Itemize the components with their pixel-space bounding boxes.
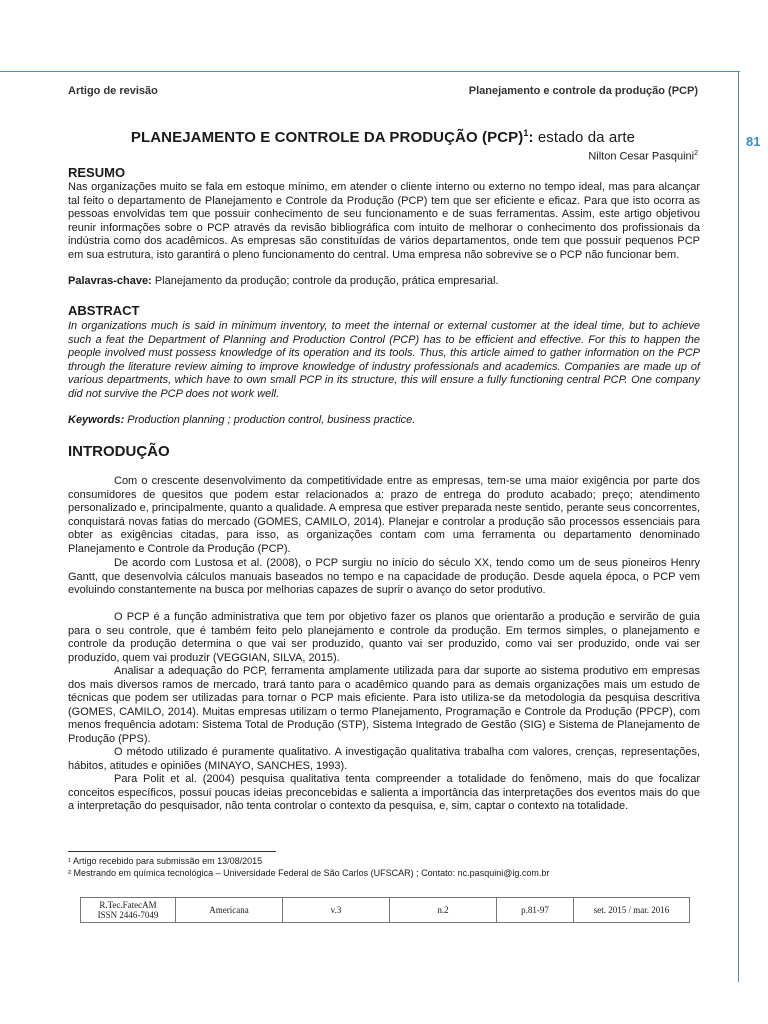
citation-row bbox=[81, 898, 690, 923]
citation-journal: R.Tec.FatecAM bbox=[99, 900, 157, 910]
resumo-keywords-text: Planejamento da produção; controle da produção, prática empresarial. bbox=[151, 275, 499, 287]
citation-pages: p.81-97 bbox=[497, 898, 574, 923]
intro-paragraph: O método utilizado é puramente qualitativo. A investigação qualitativa trabalha com valores, crenças, representações, hábitos, atitudes e opiniões (MINAYO, SANCHES, 1993). bbox=[68, 746, 700, 772]
citation-city: Americana bbox=[176, 898, 283, 923]
intro-paragraph: Analisar a adequação do PCP, ferramenta amplamente utilizada para dar suporte ao sistema produtivo em empresas dos mais diversos ramos de mercado, trará tanto para o acadêmico quando para as demais organizações mais um estudo de técnicas que podem ser utilizadas para tornar o PCP mais eficiente. Para isto utiliza-se da metodologia da pesquisa descritiva (GOMES, CAMILO, 2014). Muitas empresas utilizam o termo Planejamento, Programação e Controle da Produção (PPCP), com menos frequência adotam: Sistema Total de Produção (STP), Sistema Integrado de Gestão (SIG) e Sistema de Planejamento de Produção (PPS). bbox=[68, 665, 700, 745]
footnote-separator bbox=[68, 851, 276, 852]
citation-date: set. 2015 / mar. 2016 bbox=[574, 898, 690, 923]
abstract-keywords-text: Production planning ; production control, business practice. bbox=[124, 414, 416, 426]
resumo-keywords bbox=[68, 275, 700, 289]
citation-volume: v.3 bbox=[283, 898, 390, 923]
citation-issn: ISSN 2446-7049 bbox=[97, 910, 159, 920]
resumo-heading: RESUMO bbox=[68, 165, 126, 180]
abstract-keywords-label: Keywords: bbox=[68, 414, 125, 426]
author-name: Nilton Cesar Pasquini bbox=[588, 150, 695, 163]
title-subtitle: estado da arte bbox=[533, 129, 636, 146]
running-header-right: Planejamento e controle da produção (PCP) bbox=[468, 85, 698, 97]
abstract-keywords bbox=[68, 414, 700, 428]
intro-heading: INTRODUÇÃO bbox=[68, 443, 170, 460]
intro-paragraph: Com o crescente desenvolvimento da competitividade entre as empresas, tem-se uma maior exigência por parte dos consumidores de quesitos que podem estar relacionados a: prazo de entrega do produto acabado; preço; atendimento personalizado e, principalmente, quanto a qualidade. A empresa que estiver preparada neste sentido, perante seus concorrentes, conquistará novas fatias do mercado (GOMES, CAMILO, 2014). Planejar e controlar a produção são processos essenciais para obter as exigências citadas, para isso, as organizações contam com uma ferramenta ou departamento denominado Planejamento e Controle da Produção (PCP). bbox=[68, 475, 700, 555]
running-header-left: Artigo de revisão bbox=[68, 85, 158, 97]
title-footnote-mark[interactable]: 1 bbox=[523, 128, 529, 138]
frame-top-line bbox=[0, 71, 740, 72]
citation-table bbox=[80, 897, 690, 923]
frame-right-line bbox=[738, 71, 739, 982]
author-footnote-mark[interactable]: 2 bbox=[694, 150, 698, 157]
paper-title bbox=[68, 128, 698, 146]
footnote-2: ² Mestrando em química tecnológica – Universidade Federal de São Carlos (UFSCAR) ; Contato: nc.pasquini@ig.com.br bbox=[68, 868, 550, 878]
citation-journal-cell bbox=[81, 898, 176, 923]
footnote-1: ¹ Artigo recebido para submissão em 13/08/2015 bbox=[68, 856, 263, 866]
intro-paragraph: Para Polit et al. (2004) pesquisa qualitativa tenta compreender a totalidade do fenômeno, mais do que focalizar conceitos específicos, possui poucas ideias preconcebidas e salienta a importância das interpretações dos eventos mais do que a interpretação do pesquisador, não tenta controlar o contexto da pesquisa, e, sim, captar o contexto na totalidade. bbox=[68, 773, 700, 812]
intro-paragraph: O PCP é a função administrativa que tem por objetivo fazer os planos que orientarão a produção e servirão de guia para o seu controle, que é também feito pelo planejamento e controle da produção. Em termos simples, o planejamento e controle da produção determina o que vai ser produzido, quanto vai ser produzido, como vai ser produzido, onde vai ser produzido, quem vai produzir (VEGGIAN, SILVA, 2015). bbox=[68, 611, 700, 664]
citation-number: n.2 bbox=[390, 898, 497, 923]
resumo-text: Nas organizações muito se fala em estoque mínimo, em atender o cliente interno ou externo no tempo ideal, mas para alcançar tal feito o departamento de Planejamento e Controle da Produção (PCP) tem que ser eficiente e eficaz. Para que isto ocorra as pessoas envolvidas tem que possuir conhecimento de seu funcionamento e de suas ferramentas. Assim, este artigo objetivou reunir informações sobre o PCP através da revisão bibliográfica com intuito de melhorar o conhecimento dos profissionais da indústria como dos acadêmicos. As empresas são constituídas de vários departamentos, onde tem que possuir pequenos PCP em sua estrutura, isto garantirá o pleno funcionamento do central. Uma empresa não sobrevive se o PCP não funcionar bem. bbox=[68, 181, 700, 261]
author-line bbox=[588, 150, 698, 163]
page-number: 81 bbox=[746, 134, 761, 149]
abstract-heading: ABSTRACT bbox=[68, 303, 140, 318]
running-header bbox=[68, 85, 698, 101]
abstract-text: In organizations much is said in minimum inventory, to meet the internal or external customer at the ideal time, but to achieve such a feat the Department of Planning and Production Control (PCP) has to be efficient and effective. For this to happen the people involved must possess knowledge of its operation and its tools. Thus, this article aimed to gather information on the PCP through the literature review aiming to improve knowledge of industry professionals and academics. Companies are made up of various departments, which have to own small PCP in its structure, this will ensure a fully functioning central PCP. One company did not survive the PCP does not work well. bbox=[68, 320, 700, 400]
intro-paragraph: De acordo com Lustosa et al. (2008), o PCP surgiu no início do século XX, tendo como um de seus pioneiros Henry Gantt, que desenvolvia cálculos manuais baseados no tempo e na capacidade de produção. Desde aquela época, o PCP vem evoluindo constantemente na busca por melhorias capazes de suprir o avanço do setor produtivo. bbox=[68, 557, 700, 596]
title-colon: : bbox=[528, 129, 534, 146]
resumo-keywords-label: Palavras-chave: bbox=[68, 275, 152, 287]
title-main: PLANEJAMENTO E CONTROLE DA PRODUÇÃO (PCP) bbox=[130, 129, 524, 146]
